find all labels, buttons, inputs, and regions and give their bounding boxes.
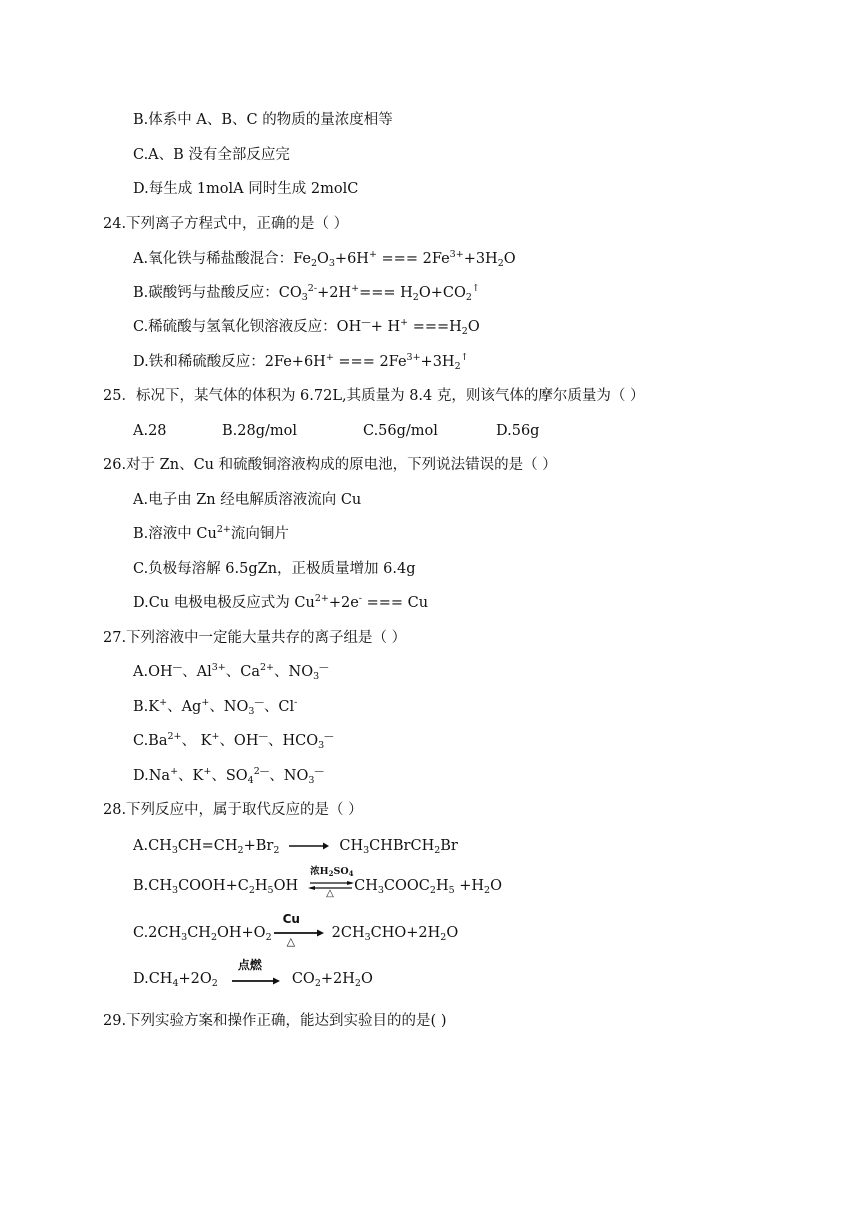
reaction-arrow-icon: [232, 977, 280, 985]
q28-option-c: $C.2CH_3CH_2OH+O_2$ Cu △ $2CH_3CHO+2H_2O$: [133, 912, 459, 948]
q23-option-b: B.体系中 A、B、C 的物质的量浓度相等: [133, 112, 393, 128]
reaction-arrow-icon: [274, 929, 324, 937]
q26-option-a: A.电子由 Zn 经电解质溶液流向 Cu: [133, 492, 362, 508]
q27-option-a: A.OH—、$Al^{3+}$、$Ca^{2+}$、$NO_3^—$: [133, 662, 329, 682]
reversible-arrow: [308, 866, 354, 899]
q26-option-b: B.溶液中 $Cu^{2+}$流向铜片: [133, 524, 289, 542]
catalyst-cu: Cu: [282, 912, 300, 926]
q24-option-b: B.碳酸钙与盐酸反应：$CO_3^{2-}+2H^+=== H_2O+CO_2^↑$: [133, 283, 480, 303]
q24-stem: 24.下列离子方程式中，正确的是（ ）: [103, 216, 349, 232]
q27-option-c: $C.Ba^{2+}$、 K+、OH—、$HCO_3^—$: [133, 731, 334, 751]
q29-stem: 29.下列实验方案和操作正确，能达到实验目的的是( ): [103, 1013, 447, 1029]
condition-h2so4: 浓$H_2SO_4$: [310, 866, 354, 878]
q28-option-a: $A.CH_3CH=CH_2+Br_2$ $CH_3CHBrCH_2Br$: [133, 838, 458, 856]
q25-stem: 25．标况下，某气体的体积为 6.72L,其质量为 8.4 克，则该气体的摩尔质量为（ ）: [103, 388, 645, 404]
q24-option-c: C.稀硫酸与氢氧化钡溶液反应：$OH^—+ H^+ ===H_2O$: [133, 317, 480, 337]
ignition-arrow: [232, 958, 280, 989]
q28-stem: 28.下列反应中，属于取代反应的是（ ）: [103, 802, 363, 818]
q27-option-b: B.K+、Ag+、$NO_3^—$、Cl-: [133, 697, 298, 717]
q25-option-b: B.28g/mol: [222, 423, 297, 439]
heat-condition: △: [326, 888, 334, 899]
q26-stem: 26.对于 Zn、Cu 和硫酸铜溶液构成的原电池，下列说法错误的是（ ）: [103, 457, 557, 473]
q28-option-b: $B.CH_3COOH+C_2H_5OH$ 浓$H_2SO_4$ △ $CH_3COOC_2H_5 +H_2O$: [133, 866, 502, 899]
ignition-condition: 点燃: [237, 958, 262, 972]
q26-option-c: C.负极每溶解 6.5gZn，正极质量增加 6.4g: [133, 561, 416, 577]
catalyst-arrow: [274, 912, 324, 948]
q23-option-d: D.每生成 1molA 同时生成 2molC: [133, 181, 359, 197]
q23-option-c: C.A、B 没有全部反应完: [133, 147, 290, 163]
q24-option-d: D.铁和稀硫酸反应：2Fe+6H+ === $2Fe^{3+}+3H_2^↑$: [133, 352, 469, 372]
heat-condition: △: [286, 935, 296, 948]
q25-option-c: C.56g/mol: [363, 423, 438, 439]
q24-option-a: A.氧化铁与稀盐酸混合：$Fe_2O_3+6H^+$ === $2Fe^{3+}+3H_2O$: [133, 249, 516, 269]
q27-option-d: D.Na+、K+、$SO_4^{2—}$、$NO_3^—$: [133, 766, 324, 786]
q25-option-a: A.28: [133, 423, 167, 439]
q26-option-d: D.Cu 电极电极反应式为 $Cu^{2+}+2e^-$ === Cu: [133, 593, 429, 611]
reaction-arrow-icon: [289, 841, 329, 851]
q28-option-d: $D.CH_4+2O_2$ 点燃 $CO_2+2H_2O$: [133, 958, 373, 989]
q27-stem: 27.下列溶液中一定能大量共存的离子组是（ ）: [103, 630, 407, 646]
q25-option-d: D.56g: [496, 423, 540, 439]
